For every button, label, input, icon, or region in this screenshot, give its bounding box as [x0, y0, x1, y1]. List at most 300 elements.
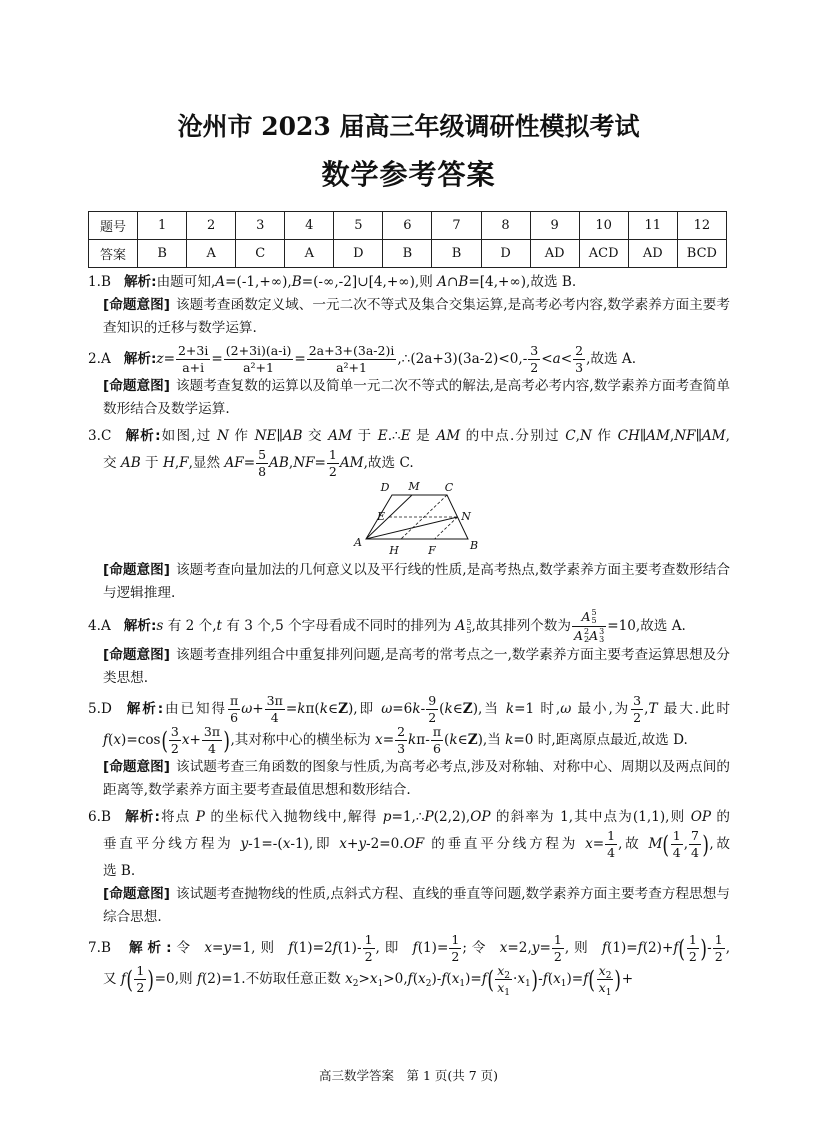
point-label-h: H	[389, 544, 399, 557]
fraction-denominator	[605, 845, 617, 860]
big-paren-left: (	[588, 965, 596, 994]
math-variable: y	[531, 940, 540, 956]
answer-cell: AD	[628, 240, 677, 268]
text-run: 2	[553, 949, 562, 964]
permutation-symbol	[582, 609, 597, 625]
text-run: 有 3 个,5 个字母看成不同时的排列为	[222, 618, 456, 634]
fraction	[597, 963, 614, 998]
design-intent-label: [命题意图]	[103, 562, 170, 578]
fraction-numerator	[176, 344, 210, 360]
math-variable: f	[583, 971, 589, 987]
design-intent	[103, 644, 730, 690]
text-run: ;令	[462, 940, 500, 956]
fraction-denominator	[395, 741, 407, 756]
text-run: 有 2 个,	[163, 618, 217, 634]
table-row-answers	[89, 240, 727, 268]
text-run: =	[285, 701, 298, 717]
text-run: =[4,+∞),故选 B.	[468, 274, 577, 290]
text-run: 2	[688, 949, 697, 964]
math-variable: f	[103, 732, 109, 748]
permutation-symbol	[589, 628, 604, 644]
math-variable: k	[412, 701, 421, 717]
fraction-numerator	[395, 725, 407, 741]
document-subtitle: 数学参考答案	[321, 158, 496, 191]
text-run: )=	[465, 971, 482, 987]
answer-cell: D	[334, 240, 383, 268]
math-variable: ω	[560, 701, 572, 717]
point-label-a: A	[354, 536, 362, 549]
fraction-numerator	[228, 694, 240, 710]
text-run: 垂直平分线方程为	[103, 836, 241, 852]
fraction-denominator	[552, 949, 564, 964]
fraction-numerator	[256, 448, 268, 464]
fraction-numerator	[552, 933, 564, 949]
fraction	[528, 344, 540, 375]
fraction-denominator	[224, 360, 294, 375]
text-run: 交	[302, 428, 329, 444]
math-variable: y	[358, 836, 367, 852]
fraction-numerator	[528, 344, 540, 360]
text-run: ,	[683, 836, 689, 852]
text-run: 于	[140, 455, 163, 471]
answer-cell: B	[138, 240, 187, 268]
number-set-symbol: Z	[467, 732, 478, 748]
fraction-numerator	[307, 344, 397, 360]
math-variable: AB	[120, 455, 141, 471]
math-variable: x	[553, 971, 561, 987]
analysis-label: 解析:	[123, 274, 157, 290]
text-run: =1,∴	[391, 809, 425, 825]
subscript: 2	[352, 979, 359, 989]
text-run: (1)=	[417, 940, 449, 956]
question-number-cell: 3	[236, 212, 285, 240]
fraction	[495, 963, 512, 998]
text-run: 由已知得	[163, 701, 227, 717]
text-run: ),即	[348, 701, 382, 717]
solution-number-answer: 6.B	[88, 809, 111, 825]
permutation-base: A	[573, 628, 583, 643]
fraction	[573, 344, 585, 375]
text-run: =2,	[507, 940, 532, 956]
math-variable: f	[196, 971, 202, 987]
permutation-subscript: 2	[583, 635, 590, 644]
math-variable: T	[648, 701, 658, 717]
text-run: 2	[530, 360, 539, 375]
math-variable: x	[282, 836, 291, 852]
math-variable: x	[369, 971, 378, 987]
question-number-cell: 9	[530, 212, 579, 240]
fraction-numerator	[134, 964, 146, 980]
fraction	[426, 694, 438, 725]
permutation-symbol	[574, 628, 589, 644]
text-run: >0,	[383, 971, 408, 987]
math-variable: x	[339, 836, 347, 852]
subscript: 1	[605, 988, 612, 998]
math-variable: f	[481, 971, 487, 987]
math-variable: P	[195, 809, 205, 825]
fraction-denominator	[687, 949, 699, 964]
text-run: 最小,为	[571, 701, 631, 717]
text-run: =10,故选 A.	[607, 618, 686, 634]
text-run: 的斜率为 1,其中点为(1,1),则	[490, 809, 691, 825]
solution-line	[103, 963, 730, 998]
solutions-list	[88, 271, 731, 998]
text-run: (	[547, 971, 554, 987]
text-run: 4	[672, 845, 681, 860]
big-paren-left: (	[160, 726, 168, 755]
permutation-subscript: 3	[599, 635, 605, 644]
design-intent-text: 该题考查排列组合中重复排列问题,是高考的常考点之一,数学素养方面主要考查运算思想及分类思想.	[103, 647, 730, 686]
design-intent-label: [命题意图]	[103, 378, 170, 394]
math-variable: x	[499, 940, 508, 956]
big-paren-right: )	[614, 965, 622, 994]
permutation-indices	[599, 628, 604, 644]
solution-line	[88, 271, 730, 294]
math-variable: B	[291, 274, 302, 290]
number-set-symbol: Z	[338, 701, 348, 717]
text-run: +	[621, 971, 634, 987]
fraction	[363, 933, 375, 964]
text-run: 1	[672, 828, 681, 843]
text-run: 2	[170, 741, 179, 756]
text-run: 6	[230, 710, 239, 725]
math-variable: AM	[646, 428, 670, 444]
text-run: =	[592, 836, 605, 852]
point-label-e: E	[376, 510, 386, 523]
fraction-denominator	[431, 741, 443, 756]
answer-cell: A	[285, 240, 334, 268]
subscript: 1	[560, 979, 567, 989]
text-run: 于	[352, 428, 378, 444]
text-run: =(-1,+∞),	[225, 274, 292, 290]
answer-cell: D	[481, 240, 530, 268]
text-run: ,显然	[188, 455, 225, 471]
question-number-label: 题号	[89, 212, 138, 240]
math-variable: AB	[282, 428, 303, 444]
answer-label: 答案	[89, 240, 138, 268]
text-run: 2	[451, 949, 460, 964]
point-label-f: F	[428, 544, 436, 557]
fraction-numerator	[573, 344, 585, 360]
text-run: ∥	[695, 428, 702, 444]
text-run: ∈	[452, 701, 463, 717]
fraction	[202, 725, 222, 756]
text-run: 将点	[159, 809, 196, 825]
text-run: 4	[270, 710, 279, 725]
fraction	[169, 725, 181, 756]
design-intent-text: 该试题考查三角函数的图象与性质,为高考必考点,涉及对称轴、对称中心、周期以及两点间的距离等,数学素养方面主要考查最值思想和数形结合.	[103, 759, 730, 798]
permutation-superscript: 5	[591, 608, 597, 617]
fraction-numerator	[202, 725, 222, 741]
math-variable: p	[382, 809, 392, 825]
design-intent-label: [命题意图]	[103, 759, 170, 775]
text-run: ,故选 A.	[586, 351, 637, 367]
fraction-numerator	[431, 725, 443, 741]
text-run: ,	[669, 428, 675, 444]
text-run: (1)=2	[293, 940, 333, 956]
permutation-symbol	[456, 615, 472, 638]
fraction-denominator	[573, 360, 585, 375]
text-run: ,	[725, 428, 730, 444]
fraction-numerator	[327, 448, 339, 464]
text-run: 的垂直平分线方程为	[424, 836, 586, 852]
text-run: 1	[553, 932, 562, 947]
design-intent-text: 该题考查复数的运算以及简单一元二次不等式的解法,是高考必考内容,数学素养方面考查简单数形结合及数学运算.	[103, 378, 730, 417]
math-variable: B	[458, 274, 469, 290]
text-run: -1=-(	[248, 836, 283, 852]
text-run: ∥	[639, 428, 647, 444]
math-variable: ω	[241, 701, 253, 717]
text-run: =	[243, 455, 256, 471]
text-run: (2,2),	[433, 809, 471, 825]
fraction	[671, 829, 683, 860]
fraction	[228, 694, 240, 725]
permutation-superscript: 5	[466, 617, 472, 627]
text-run: =	[382, 732, 395, 748]
fraction-denominator	[134, 980, 146, 995]
fraction-numerator	[572, 609, 606, 627]
math-variable: x	[181, 732, 190, 748]
subscript: 2	[504, 971, 511, 981]
fraction-numerator	[449, 933, 461, 949]
text-run: ,	[575, 428, 580, 444]
fraction-numerator	[495, 964, 512, 980]
subscript: 1	[377, 979, 384, 989]
big-paren-right: )	[147, 965, 155, 994]
math-variable: C	[565, 428, 576, 444]
text-run: ,故选 C.	[363, 455, 414, 471]
math-variable: N	[579, 428, 592, 444]
design-intent-label: [命题意图]	[103, 886, 170, 902]
text-run: ,其对称中心的横坐标为	[230, 732, 376, 748]
text-run: <	[560, 351, 573, 367]
table-row-question-numbers	[89, 212, 727, 240]
trapezoid-diagram	[352, 479, 484, 559]
fraction-numerator	[224, 344, 294, 360]
fraction-numerator	[426, 694, 438, 710]
text-run: =0,则	[154, 971, 197, 987]
math-variable: x	[497, 980, 505, 995]
math-variable: k	[505, 701, 515, 717]
text-run: <	[541, 351, 553, 367]
text-run: -1),即	[290, 836, 340, 852]
math-variable: AM	[328, 428, 353, 444]
math-variable: a	[552, 351, 561, 367]
big-paren-left: (	[487, 965, 494, 994]
text-run: 1	[328, 447, 337, 462]
solution-number-answer: 5.D	[88, 701, 112, 717]
text-run: =	[314, 455, 326, 471]
fraction-denominator	[495, 980, 512, 998]
text-run: ,	[644, 701, 649, 717]
fraction-numerator	[631, 694, 643, 710]
text-run: 2a+3+(3a-2)i	[308, 343, 395, 358]
text-run: (2)=1.不妨取任意正数	[202, 971, 346, 987]
text-run: (	[446, 971, 452, 987]
solution-item-5	[88, 694, 730, 802]
design-intent-label: [命题意图]	[103, 647, 170, 663]
math-variable: NF	[293, 455, 315, 471]
math-variable: P	[424, 809, 434, 825]
text-run: a²+1	[243, 360, 274, 375]
fraction-numerator	[169, 725, 181, 741]
permutation-superscript: 2	[583, 627, 590, 636]
solution-line	[88, 933, 730, 964]
text-run: 2	[633, 710, 642, 725]
design-intent-label: [命题意图]	[103, 297, 170, 313]
text-run: 4	[607, 845, 616, 860]
solution-item-3	[88, 425, 730, 605]
fraction-denominator	[689, 845, 701, 860]
question-number-cell: 10	[579, 212, 628, 240]
text-run: 最大.此时	[657, 701, 730, 717]
math-variable: f	[120, 971, 126, 987]
fraction	[395, 725, 407, 756]
math-variable: f	[412, 940, 418, 956]
math-variable: ω	[381, 701, 393, 717]
big-paren-left: (	[126, 965, 133, 994]
fraction	[689, 829, 701, 860]
fraction-denominator	[713, 949, 725, 964]
text-run: ,故其排列个数为	[471, 618, 571, 634]
fraction-denominator	[631, 710, 643, 725]
math-variable: z	[156, 351, 164, 367]
text-run: +	[189, 732, 201, 748]
math-variable: f	[637, 940, 643, 956]
math-variable: f	[332, 940, 338, 956]
text-run: =0 时,距离原点最近,故选 D.	[513, 732, 688, 748]
text-run: >	[358, 971, 370, 987]
solution-line	[88, 344, 730, 375]
math-variable: OP	[470, 809, 491, 825]
question-number-cell: 2	[187, 212, 236, 240]
question-number-cell: 4	[285, 212, 334, 240]
text-run: 的	[710, 809, 730, 825]
text-run: 4	[208, 741, 216, 756]
point-label-d: D	[380, 481, 390, 494]
text-run: -	[707, 940, 712, 956]
text-run: )=	[566, 971, 584, 987]
fraction-denominator	[597, 980, 614, 998]
math-variable: x	[375, 732, 383, 748]
fraction	[265, 694, 285, 725]
solution-item-6	[88, 806, 730, 929]
text-run: a²+1	[336, 360, 367, 375]
math-variable: E	[400, 428, 411, 444]
point-label-m: M	[408, 480, 420, 493]
analysis-label: 解析:	[123, 618, 157, 634]
answer-table-body	[89, 212, 727, 268]
analysis-label: 解析:	[123, 351, 157, 367]
text-run: 1	[714, 932, 723, 947]
answer-cell: AD	[530, 240, 579, 268]
fraction	[552, 933, 564, 964]
text-run: =6	[392, 701, 413, 717]
text-run: 如图,过	[160, 428, 217, 444]
math-variable: AM	[339, 455, 364, 471]
solution-line	[88, 806, 730, 829]
text-run: 2	[428, 710, 437, 725]
question-number-cell: 7	[432, 212, 481, 240]
text-run: 3	[633, 693, 642, 708]
fraction-denominator	[363, 949, 375, 964]
text-run: 的中点.分别过	[460, 428, 566, 444]
fraction-denominator	[307, 360, 397, 375]
permutation-subscript: 5	[466, 625, 472, 635]
question-number-cell: 8	[481, 212, 530, 240]
fraction-numerator	[713, 933, 725, 949]
permutation-base: A	[455, 618, 466, 634]
text-run: -2=0.	[366, 836, 404, 852]
text-run: ∩	[446, 274, 459, 290]
subscript: 2	[425, 979, 432, 989]
text-run: 2	[575, 343, 584, 358]
text-run: 1	[136, 963, 145, 978]
design-intent-text: 该题考查向量加法的几何意义以及平行线的性质,是高考热点,数学素养方面主要考查数形结合与逻辑推理.	[103, 562, 730, 601]
solution-item-7	[88, 932, 731, 998]
solution-line	[88, 609, 730, 644]
math-variable: x	[113, 732, 122, 748]
text-run: 令	[171, 940, 205, 956]
text-run: 8	[258, 464, 267, 479]
math-variable: k	[319, 701, 328, 717]
fraction	[256, 448, 268, 479]
text-run: =	[163, 351, 175, 367]
fraction-numerator	[605, 829, 617, 845]
math-variable: x	[204, 940, 213, 956]
fraction-denominator	[256, 464, 268, 479]
solution-number-answer: 7.B	[88, 940, 111, 956]
fraction-denominator	[169, 741, 181, 756]
text-run: 是	[410, 428, 437, 444]
permutation-base: A	[581, 609, 591, 624]
math-variable: x	[598, 963, 606, 978]
text-run: .∴	[387, 428, 401, 444]
fraction-numerator	[363, 933, 375, 949]
text-run: =	[294, 351, 306, 367]
math-variable: H	[162, 455, 175, 471]
number-set-symbol: Z	[462, 701, 473, 717]
text-run: 2	[364, 949, 373, 964]
analysis-label: 解析:	[123, 809, 160, 825]
text-run: 1	[364, 932, 373, 947]
solution-item-4	[88, 609, 730, 690]
math-variable: x	[517, 971, 526, 987]
big-paren-left: (	[662, 830, 670, 859]
answer-cell: BCD	[677, 240, 726, 268]
question-number-cell: 6	[383, 212, 432, 240]
text-run: 3	[530, 343, 539, 358]
answer-table	[88, 211, 727, 268]
analysis-label: 解析:	[124, 428, 161, 444]
text-run: ,则	[564, 940, 602, 956]
math-variable: AM	[701, 428, 726, 444]
math-variable: k	[408, 732, 417, 748]
text-run: 2	[714, 949, 723, 964]
math-variable: f	[288, 940, 294, 956]
text-run: ∥	[276, 428, 283, 444]
text-run: +	[252, 701, 264, 717]
text-run: 选 B.	[103, 863, 136, 879]
math-variable: A	[215, 274, 226, 290]
solution-line	[103, 860, 730, 883]
math-variable: y	[240, 836, 249, 852]
math-variable: AB	[269, 455, 289, 471]
point-label-b: B	[469, 539, 479, 552]
document-title: 沧州市 2023 届高三年级调研性模拟考试	[177, 112, 640, 141]
text-run: ),当	[472, 701, 506, 717]
solution-line	[103, 448, 730, 479]
